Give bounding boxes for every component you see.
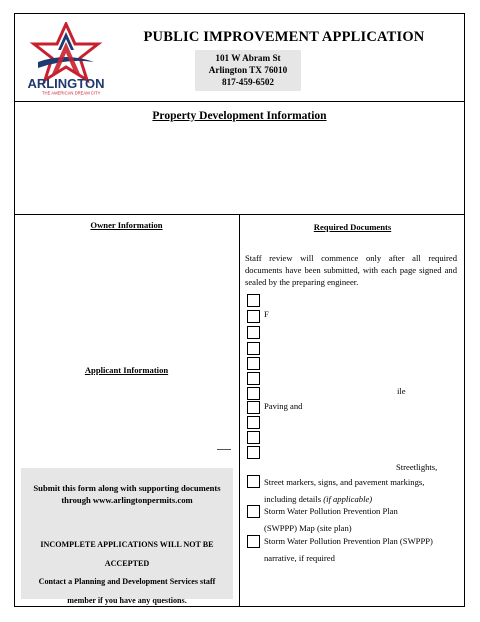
document-checkbox[interactable] bbox=[247, 310, 260, 323]
field-underline bbox=[217, 449, 231, 450]
logo-tagline: THE AMERICAN DREAM CITY bbox=[42, 90, 101, 96]
document-item-label: Paving and bbox=[264, 401, 303, 411]
document-checkbox[interactable] bbox=[247, 431, 260, 444]
contact-line: member if you have any questions. bbox=[67, 595, 187, 605]
document-checkbox[interactable] bbox=[247, 342, 260, 355]
incomplete-line: INCOMPLETE APPLICATIONS WILL NOT BE bbox=[40, 540, 214, 549]
incomplete-line: ACCEPTED bbox=[104, 558, 150, 568]
document-item-label bbox=[264, 476, 424, 505]
document-checkbox[interactable] bbox=[247, 294, 260, 307]
document-item-label: F bbox=[264, 309, 269, 319]
address-line-2: Arlington TX 76010 bbox=[208, 64, 288, 75]
document-item-label: Streetlights, bbox=[396, 462, 438, 472]
document-checkbox[interactable] bbox=[247, 387, 260, 400]
column-divider bbox=[239, 214, 240, 607]
document-item-line: narrative, if required bbox=[264, 553, 335, 563]
document-item-line: Street markers, signs, and pavement markings, bbox=[264, 477, 425, 487]
document-checkbox[interactable] bbox=[247, 401, 260, 414]
header-divider bbox=[14, 101, 465, 102]
document-item-qualifier: (if applicable) bbox=[323, 494, 373, 504]
document-item-line bbox=[264, 493, 424, 505]
document-checkbox[interactable] bbox=[247, 505, 260, 518]
document-checkbox[interactable] bbox=[247, 326, 260, 339]
document-checkbox[interactable] bbox=[247, 372, 260, 385]
applicant-information-heading: Applicant Information bbox=[84, 365, 169, 375]
document-item-text: including details bbox=[264, 494, 324, 504]
phone-number: 817-459-6502 bbox=[221, 76, 275, 87]
document-item-label bbox=[264, 505, 398, 534]
document-item-label: ile bbox=[397, 386, 406, 396]
document-checkbox[interactable] bbox=[247, 475, 260, 488]
submit-instructions: Submit this form along with supporting documents through www.arlingtonpermits.com bbox=[33, 483, 221, 505]
logo-wordmark: ARLINGTON bbox=[27, 76, 105, 91]
document-checkbox[interactable] bbox=[247, 357, 260, 370]
document-checkbox[interactable] bbox=[247, 535, 260, 548]
arlington-logo bbox=[22, 22, 110, 96]
document-checkbox[interactable] bbox=[247, 446, 260, 459]
required-documents-heading: Required Documents bbox=[313, 222, 392, 232]
document-item-line: Storm Water Pollution Prevention Plan bbox=[264, 506, 398, 516]
address-line-1: 101 W Abram St bbox=[215, 53, 281, 63]
document-item-label bbox=[264, 535, 433, 564]
incomplete-notice bbox=[21, 536, 233, 610]
owner-information-heading: Owner Information bbox=[90, 220, 163, 230]
contact-line: Contact a Planning and Development Services staff bbox=[38, 577, 216, 586]
form-title: PUBLIC IMPROVEMENT APPLICATION bbox=[143, 29, 425, 45]
property-section-title: Property Development Information bbox=[152, 110, 327, 122]
document-item-line: (SWPPP) Map (site plan) bbox=[264, 523, 352, 533]
document-checkbox[interactable] bbox=[247, 416, 260, 429]
office-address-box bbox=[195, 50, 301, 91]
document-item-line: Storm Water Pollution Prevention Plan (SWPPP) bbox=[264, 536, 433, 546]
staff-review-note: Staff review will commence only after all required documents have been submitted, with each page signed and sealed by the preparing engineer. bbox=[245, 253, 457, 287]
